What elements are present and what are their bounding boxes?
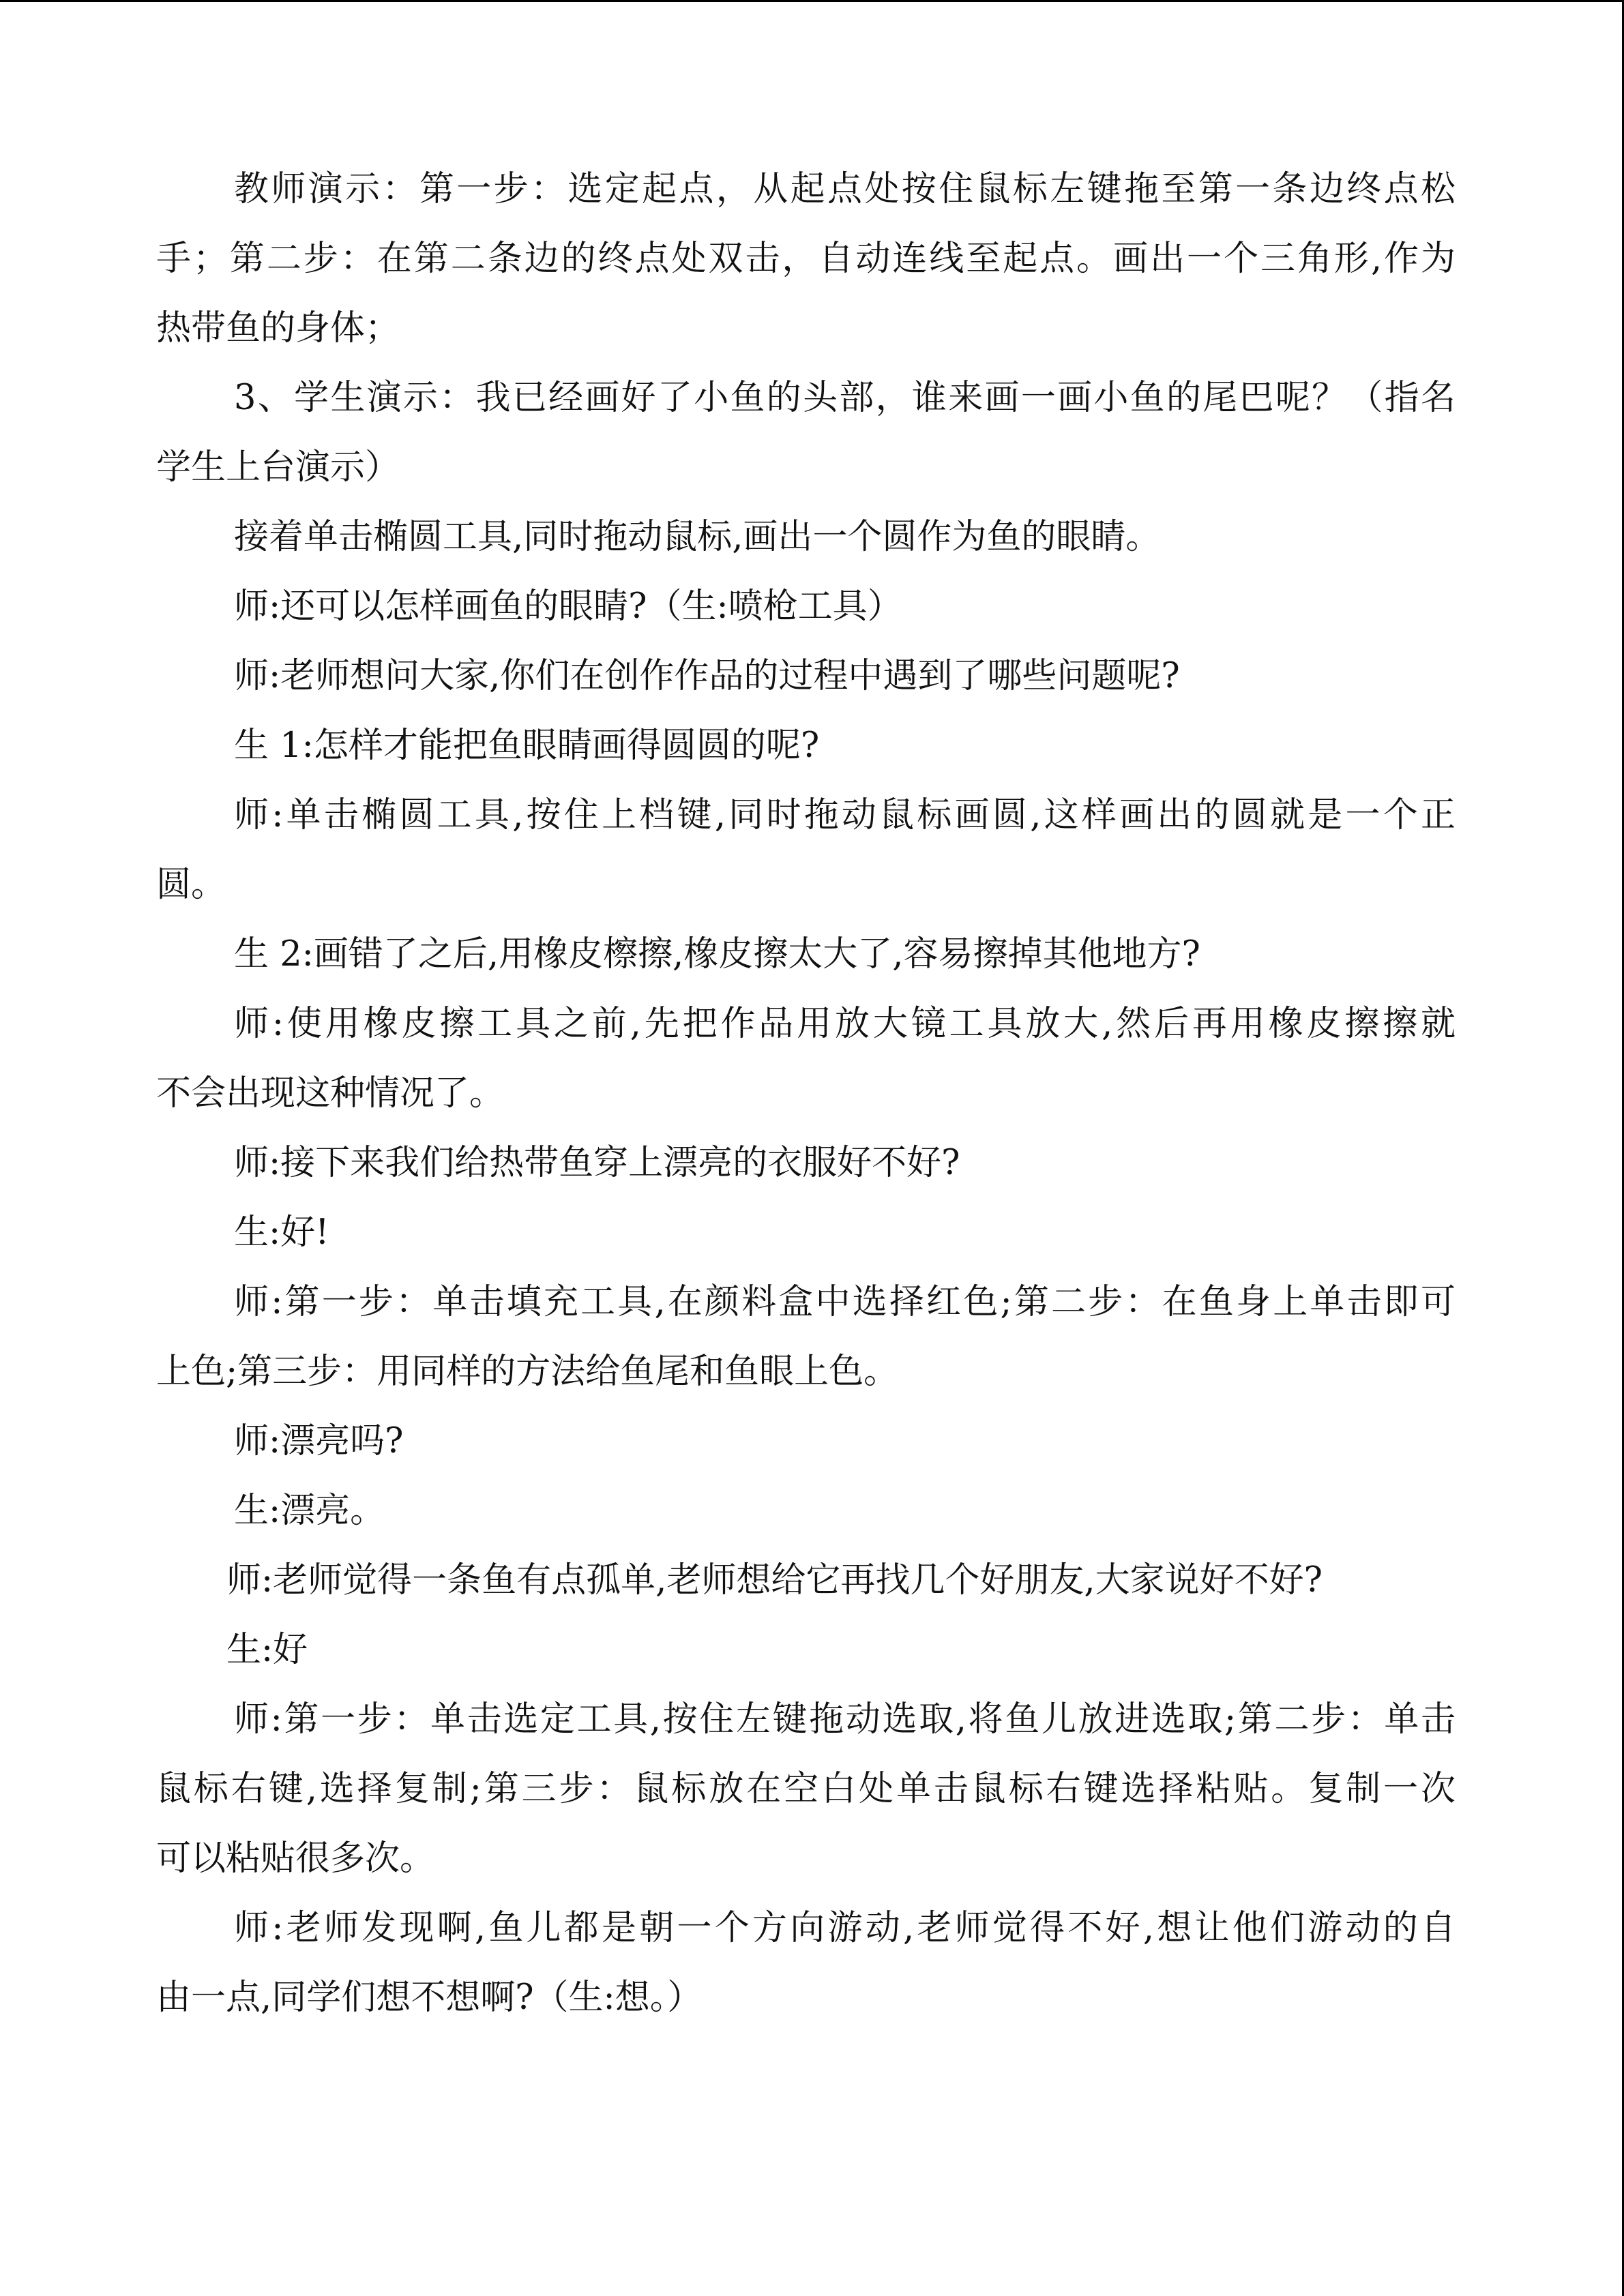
text-line: 生:好 (226, 1630, 308, 1670)
text-line: 鼠标右键,选择复制;第三步：鼠标放在空白处单击鼠标右键选择粘贴。复制一次 (156, 1769, 1456, 1809)
text-line: 师:漂亮吗? (234, 1421, 404, 1461)
text-line: 师:老师想问大家,你们在创作作品的过程中遇到了哪些问题呢? (234, 656, 1180, 696)
text-line: 生:好! (234, 1212, 329, 1253)
text-line: 圆。 (156, 865, 226, 905)
text-line: 3、学生演示：我已经画好了小鱼的头部，谁来画一画小鱼的尾巴呢？（指名 (234, 378, 1456, 418)
text-line: 生:漂亮。 (234, 1491, 385, 1531)
text-line: 师:单击椭圆工具,按住上档键,同时拖动鼠标画圆,这样画出的圆就是一个正 (234, 795, 1456, 835)
text-line: 师:接下来我们给热带鱼穿上漂亮的衣服好不好? (234, 1143, 960, 1183)
text-line: 接着单击椭圆工具,同时拖动鼠标,画出一个圆作为鱼的眼睛。 (234, 517, 1161, 557)
text-line: 可以粘贴很多次。 (156, 1838, 435, 1879)
text-line: 师:第一步：单击选定工具,按住左键拖动选取,将鱼儿放进选取;第二步：单击 (234, 1699, 1456, 1740)
text-line: 手；第二步：在第二条边的终点处双击，自动连线至起点。画出一个三角形,作为 (156, 239, 1456, 279)
text-line: 师:还可以怎样画鱼的眼睛?（生:喷枪工具） (234, 586, 902, 627)
text-line: 不会出现这种情况了。 (156, 1073, 505, 1114)
text-line: 由一点,同学们想不想啊?（生:想。） (156, 1978, 703, 2018)
text-line: 教师演示：第一步：选定起点，从起点处按住鼠标左键拖至第一条边终点松 (234, 169, 1456, 209)
text-line: 师:第一步：单击填充工具,在颜料盒中选择红色;第二步：在鱼身上单击即可 (234, 1282, 1456, 1322)
text-line: 热带鱼的身体； (156, 308, 400, 348)
text-line: 学生上台演示） (156, 447, 400, 488)
text-line: 上色;第三步：用同样的方法给鱼尾和鱼眼上色。 (156, 1352, 899, 1392)
text-line: 师:使用橡皮擦工具之前,先把作品用放大镜工具放大,然后再用橡皮擦擦就 (234, 1004, 1456, 1044)
text-line: 生 1:怎样才能把鱼眼睛画得圆圆的呢? (234, 726, 820, 766)
text-line: 师:老师觉得一条鱼有点孤单,老师想给它再找几个好朋友,大家说好不好? (226, 1560, 1323, 1600)
text-line: 师:老师发现啊,鱼儿都是朝一个方向游动,老师觉得不好,想让他们游动的自 (234, 1908, 1456, 1948)
text-line: 生 2:画错了之后,用橡皮檫擦,橡皮擦太大了,容易擦掉其他地方? (234, 934, 1200, 974)
